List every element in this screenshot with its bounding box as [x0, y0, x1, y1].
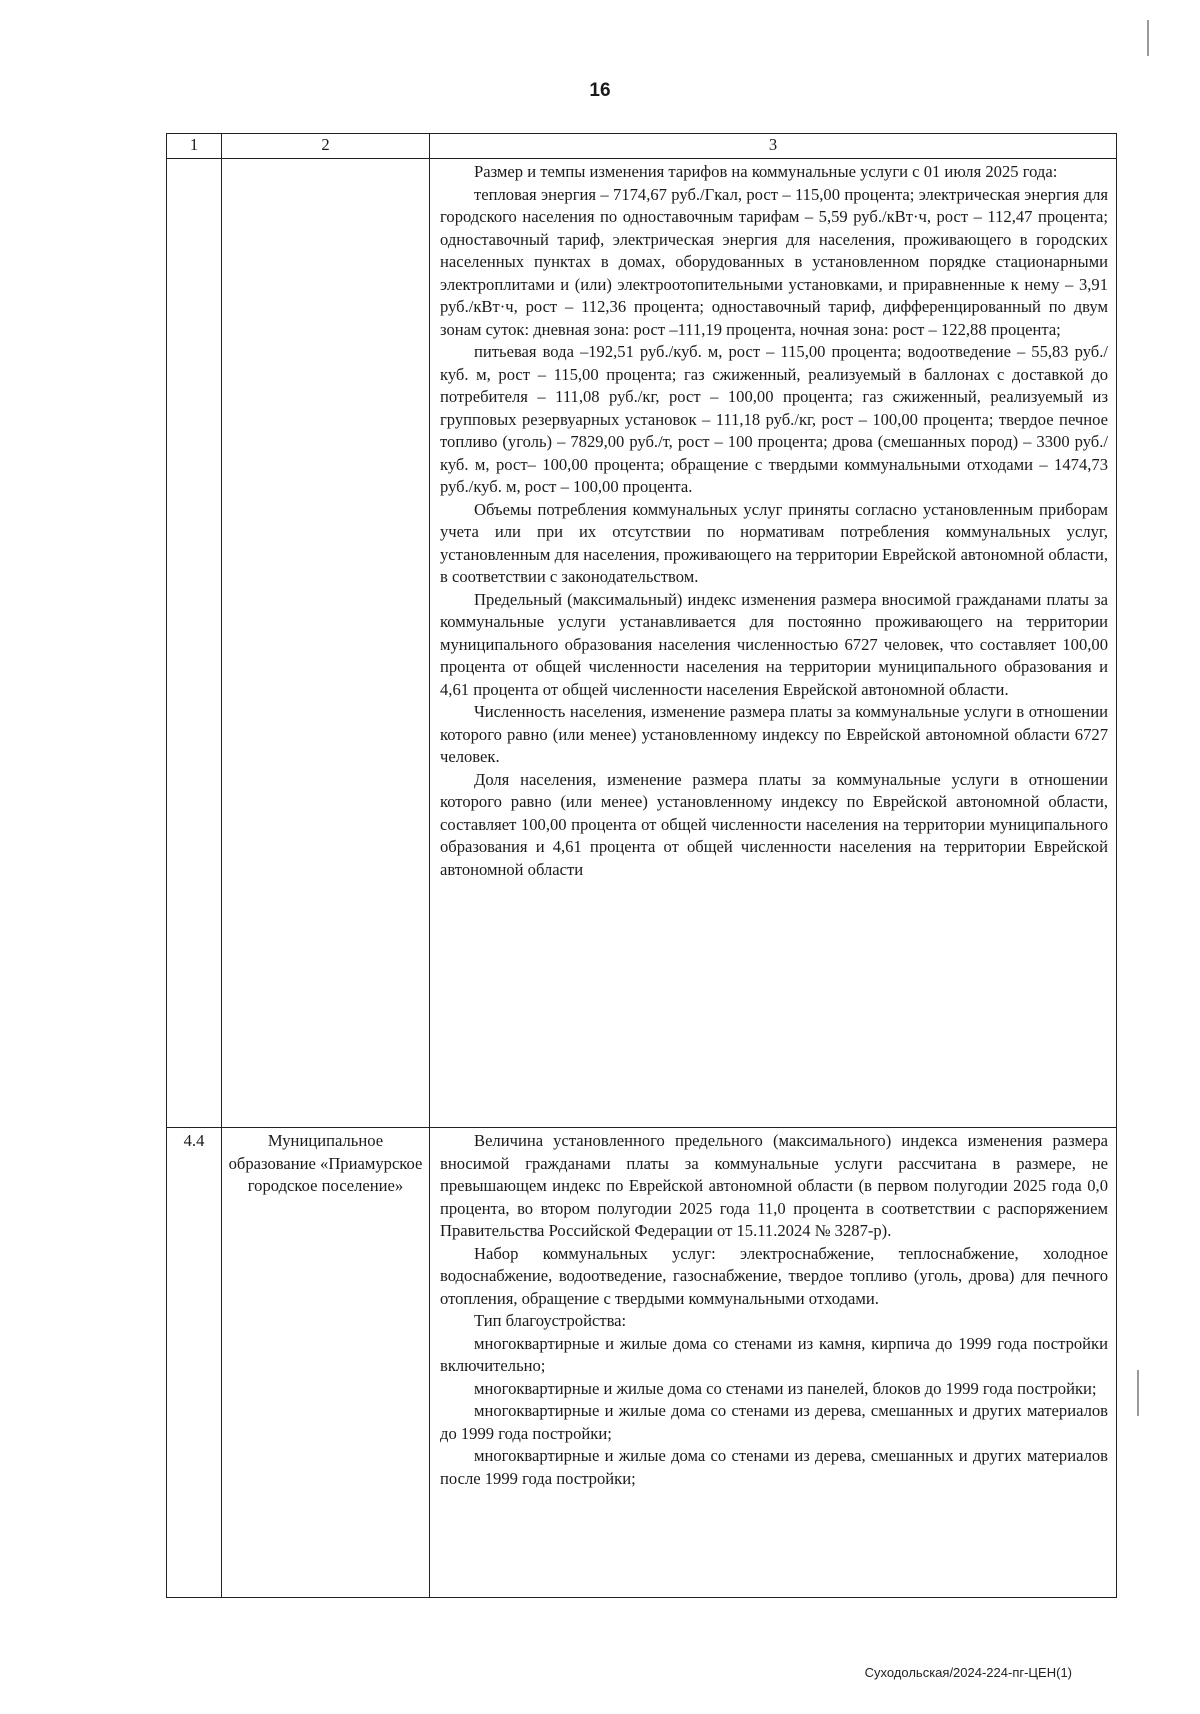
description-cell [430, 1128, 1117, 1598]
paragraph-houses-wood-after-1999: многоквартирные и жилые дома со стенами из дерева, смешанных и других материалов после 1999 года постройки; [440, 1446, 1108, 1488]
paragraph-index-value: Величина установленного предельного (максимального) индекса изменения размера вносимой гражданами платы за коммунальные услуги рассчитана в размере, не превышающем индекс по Еврейской автономной области (в первом полугодии 2025 года 0,0 процента, во втором полугодии 2025 года 11,0 процента в соответствии с распоряжением Правительства Российской Федерации от 15.11.2024 № 3287-р). [440, 1131, 1108, 1240]
paragraph-houses-panels: многоквартирные и жилые дома со стенами из панелей, блоков до 1999 года постройки; [474, 1378, 1097, 1398]
table-row [167, 159, 1117, 1128]
municipality-name-cell [222, 159, 430, 1128]
paragraph-houses-stone-brick: многоквартирные и жилые дома со стенами из камня, кирпича до 1999 года постройки включительно; [440, 1333, 1108, 1375]
paragraph-heat-electricity: тепловая энергия – 7174,67 руб./Гкал, рост – 115,00 процента; электрическая энергия для городского населения по одноставочным тарифам – 5,59 руб./кВт·ч, рост – 112,47 процента; одноставочный тариф, электрическая энергия для населения, проживающего в городских населенных пунктах в домах, оборудованных в установленном порядке стационарными электроплитами и (или) электроотопительными установками, и приравненные к нему – 3,91 руб./кВт·ч, рост – 112,36 процента; одноставочный тариф, дифференцированный по двум зонам суток: дневная зона: рост –111,19 процента, ночная зона: рост – 122,88 процента; [440, 184, 1108, 339]
page-number: 16 [589, 80, 611, 101]
paragraph-population-share: Доля населения, изменение размера платы за коммунальные услуги в отношении которого равно (или менее) установленному индексу по Еврейской автономной области, составляет 100,00 процента от общей численности населения на территории муниципального образования и 4,61 процента от общей численности населения на территории Еврейской автономной области [440, 769, 1108, 879]
table-row [167, 1128, 1117, 1598]
paragraph-improvement-type: Тип благоустройства: [474, 1311, 627, 1330]
paragraph-consumption-volumes: Объемы потребления коммунальных услуг приняты согласно установленным приборам учета или при их отсутствии по нормативам потребления коммунальных услуг, установленным для населения, проживающего на территории Еврейской автономной области, в соответствии с законодательством. [440, 499, 1108, 586]
scan-margin-mark [1137, 1370, 1139, 1416]
paragraph-houses-wood-before-1999: многоквартирные и жилые дома со стенами из дерева, смешанных и других материалов до 1999 года постройки; [440, 1401, 1108, 1443]
document-code-footer: Суходольская/2024-224-пг-ЦЕН(1) [864, 1665, 1072, 1680]
paragraph-population-count: Численность населения, изменение размера платы за коммунальные услуги в отношении которого равно (или менее) установленному индексу по Еврейской автономной области 6727 человек. [440, 702, 1108, 766]
tariff-table [166, 133, 1117, 1598]
paragraph-max-index: Предельный (максимальный) индекс изменения размера вносимой гражданами платы за коммунальные услуги устанавливается для постоянно проживающего на территории муниципального образования населения численностью 6727 человек, что составляет 100,00 процента от общей численности населения на территории муниципального образования и 4,61 процента от общей численности населения Еврейской автономной области. [440, 589, 1108, 699]
column-header-2: 2 [222, 134, 430, 159]
paragraph-services-set: Набор коммунальных услуг: электроснабжение, теплоснабжение, холодное водоснабжение, водоотведение, газоснабжение, твердое топливо (уголь, дрова) для печного отопления, обращение с твердыми коммунальными отходами. [440, 1243, 1108, 1308]
column-header-1: 1 [167, 134, 222, 159]
scan-margin-mark [1147, 20, 1149, 56]
description-cell [430, 159, 1117, 1128]
municipality-name-cell: Муниципальное образование «Приамурское городское поселение» [222, 1128, 430, 1598]
row-number-cell: 4.4 [167, 1128, 222, 1598]
column-header-3: 3 [430, 134, 1117, 159]
row-number-cell [167, 159, 222, 1128]
table-header-row [167, 134, 1117, 159]
paragraph-tariff-intro: Размер и темпы изменения тарифов на коммунальные услуги с 01 июля 2025 года: [474, 162, 1058, 181]
paragraph-water-gas-fuel: питьевая вода –192,51 руб./куб. м, рост – 115,00 процента; водоотведение – 55,83 руб./куб. м, рост – 115,00 процента; газ сжиженный, реализуемый в баллонах с доставкой до потребителя – 111,08 руб./кг, рост – 100,00 процента; газ сжиженный, реализуемый из групповых резервуарных установок – 111,18 руб./кг, рост – 100,00 процента; твердое печное топливо (уголь) – 7829,00 руб./т, рост – 100 процента; дрова (смешанных пород) – 3300 руб./куб. м, рост– 100,00 процента; обращение с твердыми коммунальными отходами – 1474,73 руб./куб. м, рост – 100,00 процента. [440, 342, 1108, 496]
